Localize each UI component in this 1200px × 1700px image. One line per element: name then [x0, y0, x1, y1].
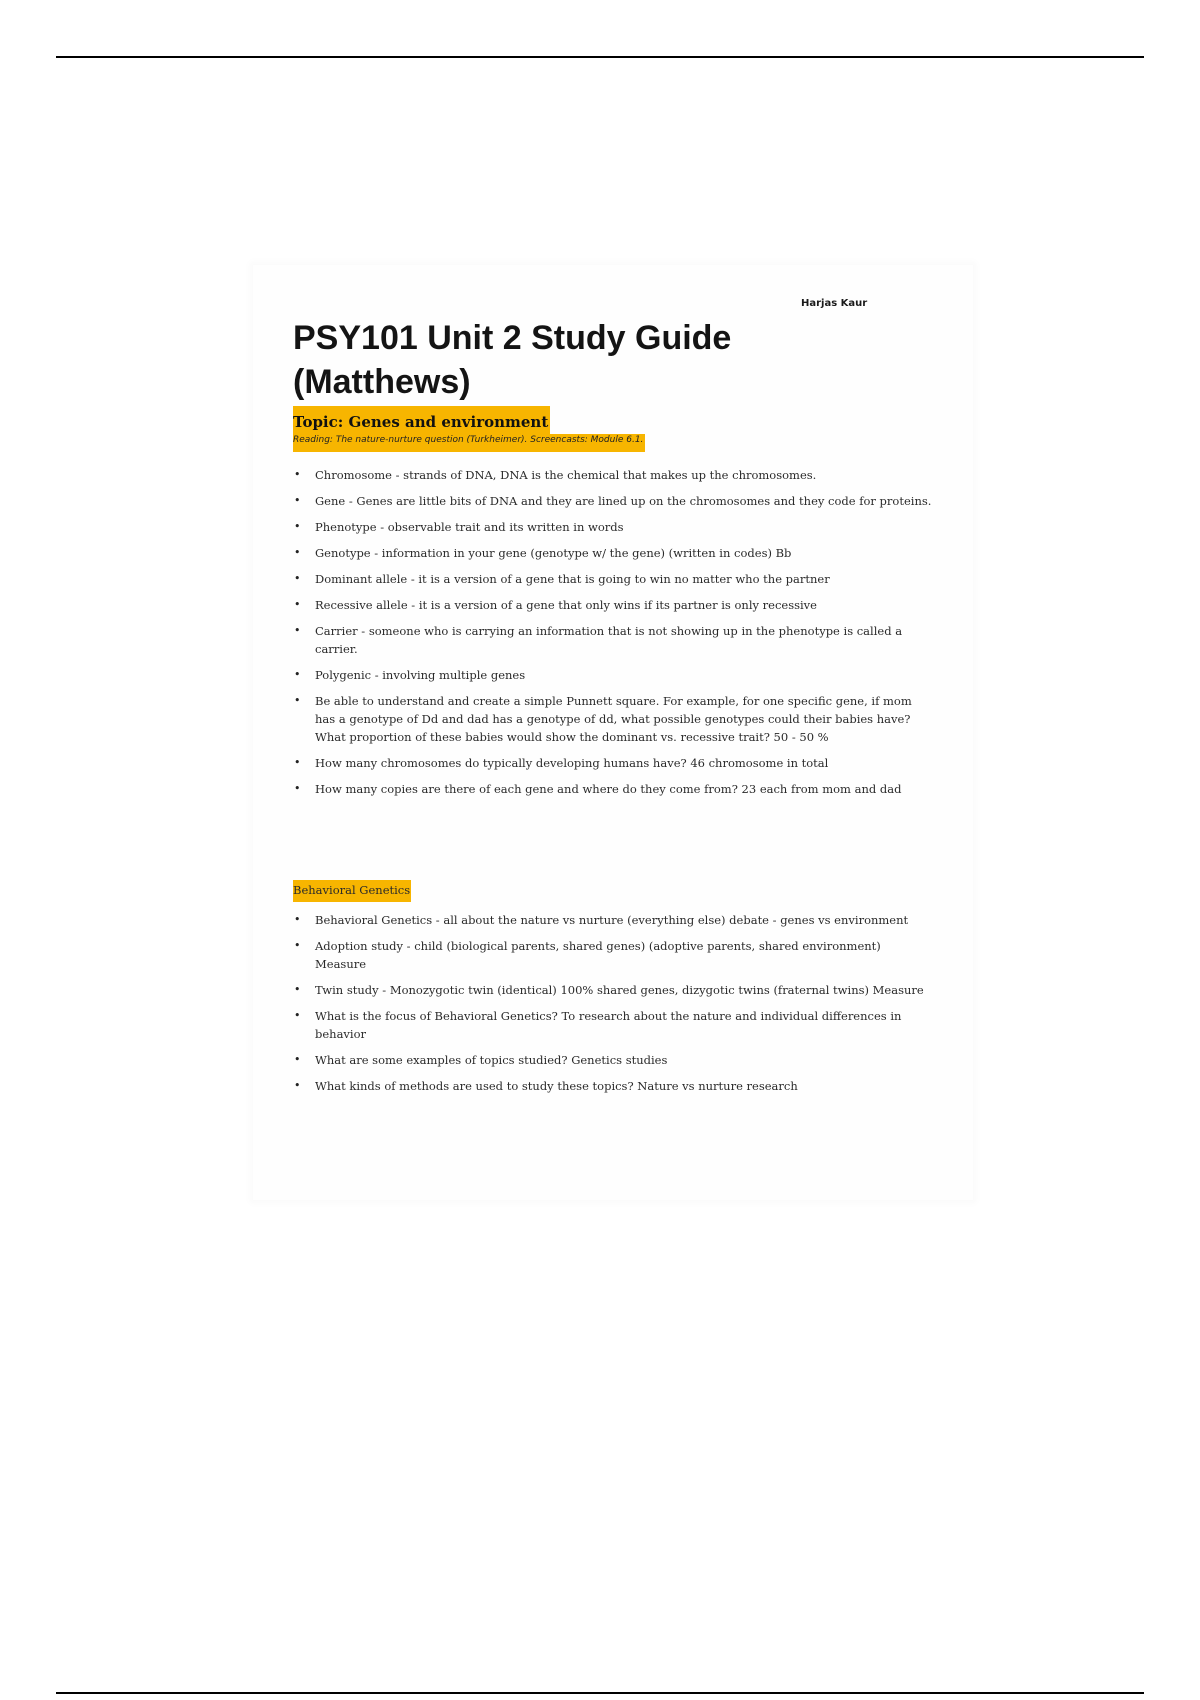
list-item-text: How many copies are there of each gene and where do they come from? 23 each from mom and dad: [315, 782, 902, 796]
list-item-text: What are some examples of topics studied? Genetics studies: [315, 1053, 668, 1067]
bullet-icon: •: [294, 983, 301, 996]
list-item: [293, 518, 933, 536]
list-item: [293, 692, 933, 746]
list-item-text: Polygenic - involving multiple genes: [315, 668, 526, 682]
list-item-text: Dominant allele - it is a version of a gene that is going to win no matter who the partner: [315, 572, 830, 586]
bullet-icon: •: [294, 598, 301, 611]
list-item: [293, 981, 933, 999]
bullet-icon: •: [294, 494, 301, 507]
bullet-icon: •: [294, 913, 301, 926]
author-name: Harjas Kaur: [801, 298, 868, 309]
bullet-icon: •: [294, 694, 301, 707]
list-item-text: Chromosome - strands of DNA, DNA is the chemical that makes up the chromosomes.: [315, 468, 817, 482]
list-item: [293, 492, 933, 510]
list-item: [293, 622, 933, 658]
top-rule: [56, 56, 1144, 58]
list-item-text: Gene - Genes are little bits of DNA and they are lined up on the chromosomes and they code for proteins.: [315, 494, 932, 508]
list-item: [293, 937, 933, 973]
topic-reading-note: Reading: The nature-nurture question (Turkheimer). Screencasts: Module 6.1.: [293, 434, 645, 452]
page-title: PSY101 Unit 2 Study Guide (Matthews): [293, 319, 732, 401]
list-item: [293, 666, 933, 684]
list-item-text: How many chromosomes do typically developing humans have? 46 chromosome in total: [315, 756, 829, 770]
bullet-icon: •: [294, 1053, 301, 1066]
list-item-text: Carrier - someone who is carrying an information that is not showing up in the phenotype is called a carrier.: [315, 624, 903, 656]
topic-block: [293, 406, 645, 452]
list-item-text: Genotype - information in your gene (genotype w/ the gene) (written in codes) Bb: [315, 546, 792, 560]
list-item: [293, 754, 933, 772]
list-item: [293, 1077, 933, 1095]
list-item: [293, 1051, 933, 1069]
list-item: [293, 780, 933, 798]
list-item: [293, 596, 933, 614]
bullet-icon: •: [294, 756, 301, 769]
list-item-text: What is the focus of Behavioral Genetics? To research about the nature and individual differences in behavior: [315, 1009, 902, 1041]
bullet-icon: •: [294, 624, 301, 637]
bullet-icon: •: [294, 1009, 301, 1022]
list-item-text: Be able to understand and create a simple Punnett square. For example, for one specific gene, if mom has a genotype of Dd and dad has a genotype of dd, what possible genotypes could their babies have? What proportion of these babies would show the dominant vs. recessive trait? 50 - 50 %: [315, 694, 912, 744]
list-item: [293, 1007, 933, 1043]
behavioral-genetics-list: [293, 911, 933, 1103]
list-item: [293, 570, 933, 588]
behavioral-genetics-heading: Behavioral Genetics: [293, 880, 411, 902]
list-item: [293, 911, 933, 929]
list-item-text: What kinds of methods are used to study these topics? Nature vs nurture research: [315, 1079, 798, 1093]
list-item-text: Behavioral Genetics - all about the nature vs nurture (everything else) debate - genes vs environment: [315, 913, 909, 927]
list-item-text: Twin study - Monozygotic twin (identical) 100% shared genes, dizygotic twins (fraternal twins) Measure: [315, 983, 924, 997]
list-item-text: Recessive allele - it is a version of a gene that only wins if its partner is only recessive: [315, 598, 817, 612]
list-item: [293, 544, 933, 562]
bottom-rule: [56, 1692, 1144, 1694]
genes-list: [293, 466, 933, 806]
list-item-text: Phenotype - observable trait and its written in words: [315, 520, 624, 534]
bullet-icon: •: [294, 572, 301, 585]
bullet-icon: •: [294, 520, 301, 533]
list-item-text: Adoption study - child (biological parents, shared genes) (adoptive parents, shared environment) Measure: [315, 939, 881, 971]
document-page: [253, 265, 973, 1200]
bullet-icon: •: [294, 546, 301, 559]
list-item: [293, 466, 933, 484]
bullet-icon: •: [294, 1079, 301, 1092]
topic-heading: Topic: Genes and environment: [293, 406, 550, 434]
bullet-icon: •: [294, 939, 301, 952]
bullet-icon: •: [294, 668, 301, 681]
bullet-icon: •: [294, 468, 301, 481]
bullet-icon: •: [294, 782, 301, 795]
